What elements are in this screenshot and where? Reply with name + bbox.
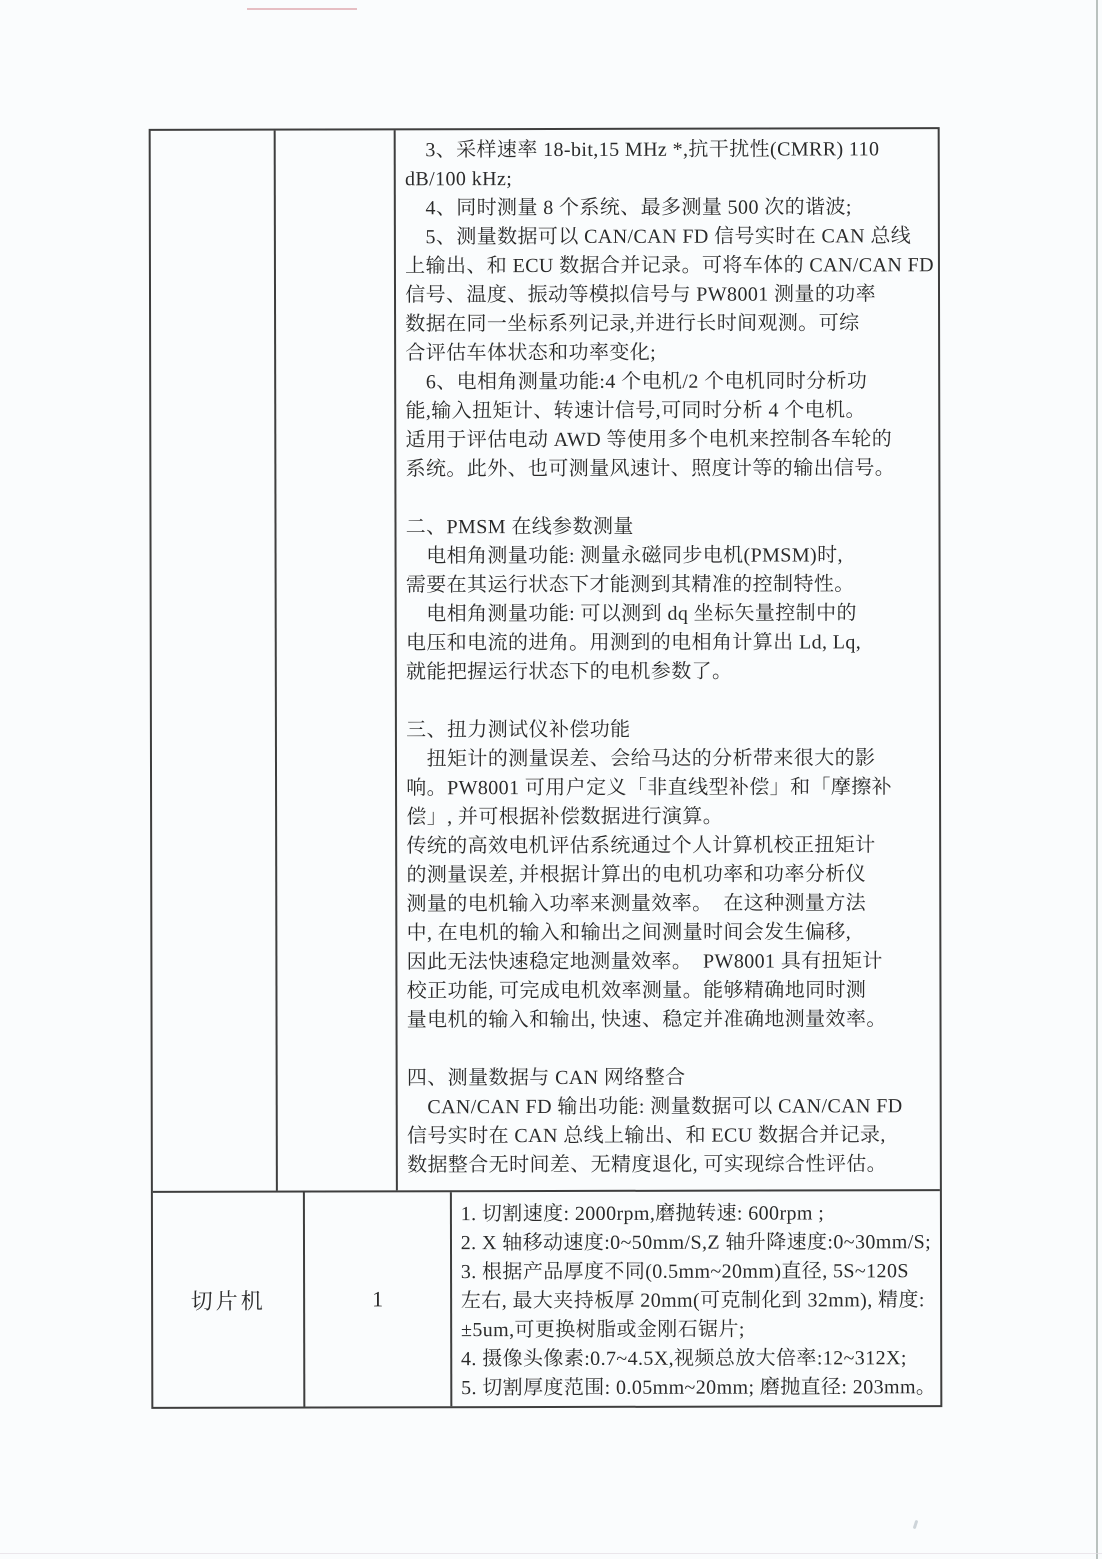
spec-line: 数据整合无时间差、无精度退化, 可实现综合性评估。 [407,1153,888,1177]
spec-line: 系统。此外、也可测量风速计、照度计等的输出信号。 [405,457,896,481]
spec-line: 3、采样速率 18-bit,15 MHz *,抗干扰性(CMRR) 110 [404,138,880,162]
table-row-power-analyzer [151,129,940,1193]
spec-line: dB/100 kHz; [404,168,513,191]
spec-line: 适用于评估电动 AWD 等使用多个电机来控制各车轮的 [405,428,893,452]
equipment-spec-table [149,127,943,1409]
spec-line: 电相角测量功能: 可以测到 dq 坐标矢量控制中的 [405,602,857,626]
spec-line: 能,输入扭矩计、转速计信号,可同时分析 4 个电机。 [405,399,866,423]
spec-line: 测量的电机输入功率来测量效率。 在这种测量方法 [406,892,867,916]
device-name: 切片机 [190,1288,266,1314]
spec-line: 6、电相角测量功能:4 个电机/2 个电机同时分析功 [405,370,868,394]
qty-cell [276,130,399,1190]
spec-line: 中, 在电机的输入和输出之间测量时间会发生偏移, [406,921,852,945]
qty-cell [305,1192,452,1406]
qty-value: 1 [372,1286,384,1312]
spec-line: 左右, 最大夹持板厚 20mm(可克制化到 32mm), 精度: [460,1289,925,1313]
page-edge-line [1096,0,1098,1559]
spec-line: 因此无法快速稳定地测量效率。 PW8001 具有扭矩计 [406,950,883,974]
spec-line: 信号实时在 CAN 总线上输出、和 ECU 数据合并记录, [406,1124,886,1148]
spec-line [406,483,935,513]
scan-speck [913,1520,919,1529]
spec-line: 偿」, 并可根据补偿数据进行演算。 [406,805,724,829]
device-cell [151,131,278,1191]
spec-line: 5、测量数据可以 CAN/CAN FD 信号实时在 CAN 总线 [405,225,912,249]
specs-cell [396,129,940,1190]
spec-line: 数据在同一坐标系列记录,并进行长时间观测。可综 [405,312,860,336]
spec-line: 二、PMSM 在线参数测量 [405,515,634,539]
specs-cell [452,1191,941,1406]
spec-line: 信号、温度、振动等模拟信号与 PW8001 测量的功率 [405,283,877,307]
spec-line: CAN/CAN FD 输出功能: 测量数据可以 CAN/CAN FD [406,1095,903,1119]
device-cell [153,1193,306,1407]
spec-line [407,1034,936,1064]
spec-line: 1. 切割速度: 2000rpm,磨抛转速: 600rpm ; [460,1202,825,1226]
spec-line: 4. 摄像头像素:0.7~4.5X,视频总放大倍率:12~312X; [460,1347,907,1371]
spec-line: 三、扭力测试仪补偿功能 [406,718,631,742]
spec-line: 传统的高效电机评估系统通过个人计算机校正扭矩计 [406,834,876,858]
spec-line: 5. 切割厚度范围: 0.05mm~20mm; 磨抛直径: 203mm。 [461,1376,937,1400]
spec-line: 就能把握运行状态下的电机参数了。 [405,660,733,684]
spec-line: 校正功能, 可完成电机效率测量。能够精确地同时测 [406,979,867,1003]
spec-line: 四、测量数据与 CAN 网络整合 [406,1066,686,1090]
spec-line: 的测量误差, 并根据计算出的电机功率和功率分析仪 [406,863,867,887]
spec-line: 扭矩计的测量误差、会给马达的分析带来很大的影 [406,747,876,771]
spec-line: 需要在其运行状态下才能测到其精准的控制特性。 [405,573,855,597]
spec-line [406,686,935,716]
spec-line: 电相角测量功能: 测量永磁同步电机(PMSM)时, [405,544,843,568]
spec-line: 4、同时测量 8 个系统、最多测量 500 次的谐波; [405,196,852,220]
scan-artifact-top-line [247,8,357,10]
spec-line: 合评估车体状态和功率变化; [405,341,657,365]
table-row-slicer [153,1191,940,1407]
spec-line: 量电机的输入和输出, 快速、稳定并准确地测量效率。 [406,1008,887,1032]
scan-artifact-bottom-line [0,1553,1102,1554]
spec-line: 上输出、和 ECU 数据合并记录。可将车体的 CAN/CAN FD [405,254,934,278]
spec-line: 响。PW8001 可用户定义「非直线型补偿」和「摩擦补 [406,776,893,800]
spec-line: 2. X 轴移动速度:0~50mm/S,Z 轴升降速度:0~30mm/S; [460,1231,932,1255]
spec-line: ±5um,可更换树脂或金刚石锯片; [460,1318,745,1342]
spec-line: 电压和电流的进角。用测到的电相角计算出 Ld, Lq, [405,631,862,655]
spec-line: 3. 根据产品厚度不同(0.5mm~20mm)直径, 5S~120S [460,1260,909,1284]
